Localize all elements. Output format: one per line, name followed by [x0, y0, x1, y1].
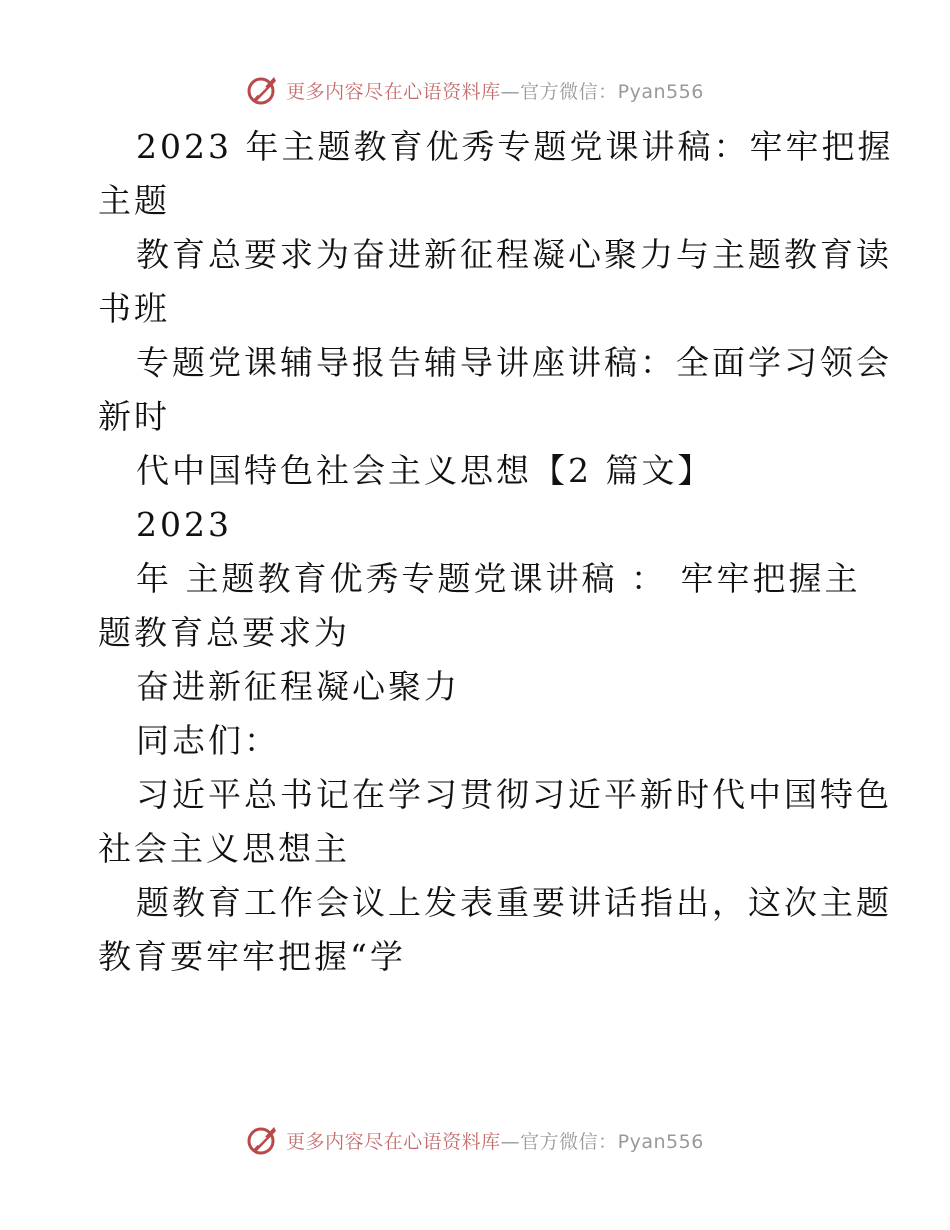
doc-line: 书班	[98, 289, 170, 328]
doc-line: 新时	[98, 397, 170, 436]
doc-line: 同志们：	[136, 721, 280, 760]
doc-line: 奋进新征程凝心聚力	[136, 667, 460, 706]
quill-circle-icon	[246, 73, 280, 107]
watermark-separator: —	[500, 1130, 521, 1153]
doc-line: 题教育总要求为	[98, 613, 350, 652]
doc-line: 教育总要求为奋进新征程凝心聚力与主题教育读	[136, 235, 892, 274]
watermark-text	[286, 1127, 704, 1154]
watermark-main-text: 更多内容尽在心语资料库	[286, 1130, 501, 1153]
watermark-header	[0, 70, 950, 110]
doc-line: 年 主题教育优秀专题党课讲稿 ： 牢牢把握主	[136, 559, 861, 598]
doc-line: 专题党课辅导报告辅导讲座讲稿：全面学习领会	[136, 343, 892, 382]
doc-line: 2023 年主题教育优秀专题党课讲稿：牢牢把握	[136, 127, 894, 166]
doc-line: 习近平总书记在学习贯彻习近平新时代中国特色	[136, 775, 892, 814]
quill-circle-icon	[246, 1123, 280, 1157]
watermark-separator: —	[500, 80, 521, 103]
watermark-footer	[0, 1120, 950, 1160]
doc-line: 代中国特色社会主义思想【2 篇文】	[136, 451, 714, 490]
watermark-contact: 官方微信：Pyan556	[520, 80, 704, 103]
doc-line: 主题	[98, 181, 170, 220]
document-body	[98, 120, 894, 984]
watermark-text	[286, 77, 704, 104]
doc-line: 2023	[136, 505, 232, 544]
doc-line: 题教育工作会议上发表重要讲话指出，这次主题	[136, 883, 892, 922]
watermark-main-text: 更多内容尽在心语资料库	[286, 80, 501, 103]
watermark-contact: 官方微信：Pyan556	[520, 1130, 704, 1153]
doc-line: 社会主义思想主	[98, 829, 350, 868]
doc-line: 教育要牢牢把握“学	[98, 937, 406, 976]
